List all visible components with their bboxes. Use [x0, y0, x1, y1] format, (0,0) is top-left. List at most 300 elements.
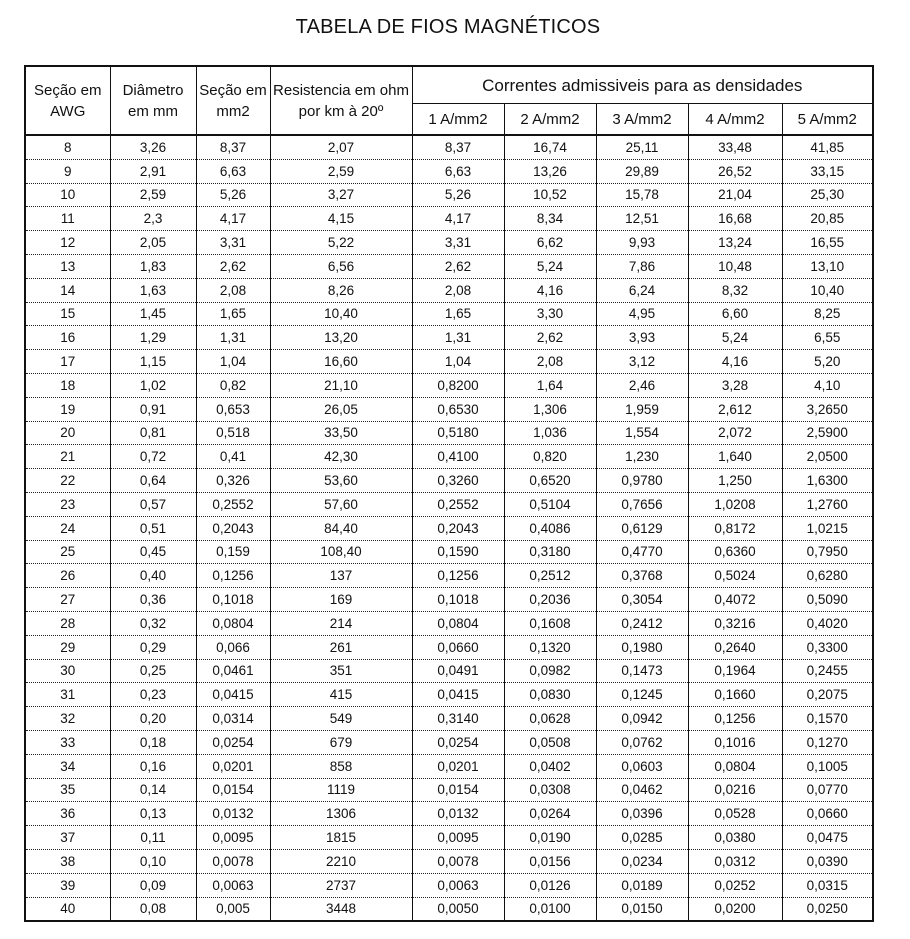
cell-current-3a: 25,11: [596, 135, 688, 159]
cell-resistance: 8,26: [270, 278, 412, 302]
cell-resistance: 84,40: [270, 516, 412, 540]
cell-current-5a: 16,55: [782, 231, 873, 255]
cell-current-2a: 1,036: [504, 421, 596, 445]
cell-diameter: 0,25: [110, 659, 196, 683]
cell-section: 0,2552: [196, 492, 270, 516]
cell-diameter: 2,3: [110, 207, 196, 231]
cell-awg: 39: [25, 873, 110, 897]
cell-awg: 37: [25, 826, 110, 850]
cell-awg: 32: [25, 707, 110, 731]
cell-awg: 33: [25, 730, 110, 754]
cell-diameter: 0,23: [110, 683, 196, 707]
header-density-3: 3 A/mm2: [596, 104, 688, 136]
cell-current-1a: 8,37: [412, 135, 504, 159]
cell-awg: 18: [25, 373, 110, 397]
cell-current-5a: 0,0660: [782, 802, 873, 826]
cell-resistance: 53,60: [270, 469, 412, 493]
cell-current-4a: 6,60: [688, 302, 782, 326]
cell-current-1a: 0,0254: [412, 730, 504, 754]
cell-awg: 36: [25, 802, 110, 826]
header-diameter: Diâmetro em mm: [110, 66, 196, 135]
cell-resistance: 169: [270, 588, 412, 612]
cell-current-3a: 0,1980: [596, 635, 688, 659]
cell-current-1a: 6,63: [412, 159, 504, 183]
cell-current-4a: 0,0216: [688, 778, 782, 802]
table-row: [25, 754, 873, 778]
cell-current-4a: 10,48: [688, 254, 782, 278]
cell-section: 0,066: [196, 635, 270, 659]
cell-resistance: 21,10: [270, 373, 412, 397]
cell-current-3a: 2,46: [596, 373, 688, 397]
cell-diameter: 0,29: [110, 635, 196, 659]
cell-current-5a: 2,5900: [782, 421, 873, 445]
table-row: [25, 135, 873, 159]
cell-current-3a: 0,0285: [596, 826, 688, 850]
cell-resistance: 42,30: [270, 445, 412, 469]
cell-section: 0,653: [196, 397, 270, 421]
cell-current-2a: 0,1320: [504, 635, 596, 659]
cell-current-5a: 0,0250: [782, 897, 873, 921]
cell-diameter: 0,18: [110, 730, 196, 754]
cell-current-2a: 0,0830: [504, 683, 596, 707]
cell-section: 0,1256: [196, 564, 270, 588]
table-row: [25, 849, 873, 873]
cell-current-1a: 0,0078: [412, 849, 504, 873]
cell-section: 2,62: [196, 254, 270, 278]
table-row: [25, 302, 873, 326]
table-row: [25, 826, 873, 850]
table-row: [25, 207, 873, 231]
cell-current-2a: 0,820: [504, 445, 596, 469]
cell-current-4a: 0,5024: [688, 564, 782, 588]
cell-current-4a: 0,0200: [688, 897, 782, 921]
cell-current-2a: 0,5104: [504, 492, 596, 516]
table-row: [25, 683, 873, 707]
cell-diameter: 0,08: [110, 897, 196, 921]
header-density-1: 1 A/mm2: [412, 104, 504, 136]
cell-resistance: 137: [270, 564, 412, 588]
cell-current-3a: 0,3054: [596, 588, 688, 612]
cell-awg: 16: [25, 326, 110, 350]
header-density-5: 5 A/mm2: [782, 104, 873, 136]
table-row: [25, 492, 873, 516]
cell-current-5a: 1,2760: [782, 492, 873, 516]
cell-current-3a: 0,0942: [596, 707, 688, 731]
cell-resistance: 5,22: [270, 231, 412, 255]
cell-awg: 40: [25, 897, 110, 921]
cell-section: 2,08: [196, 278, 270, 302]
cell-awg: 23: [25, 492, 110, 516]
cell-current-1a: 0,1590: [412, 540, 504, 564]
cell-current-5a: 0,0475: [782, 826, 873, 850]
table-row: [25, 778, 873, 802]
cell-resistance: 858: [270, 754, 412, 778]
table-row: [25, 897, 873, 921]
cell-current-5a: 0,7950: [782, 540, 873, 564]
cell-resistance: 549: [270, 707, 412, 731]
cell-current-5a: 20,85: [782, 207, 873, 231]
cell-current-4a: 1,0208: [688, 492, 782, 516]
cell-current-2a: 0,0126: [504, 873, 596, 897]
cell-diameter: 0,64: [110, 469, 196, 493]
cell-section: 0,0078: [196, 849, 270, 873]
cell-current-2a: 0,0308: [504, 778, 596, 802]
wire-table: [24, 65, 874, 922]
cell-resistance: 33,50: [270, 421, 412, 445]
cell-current-3a: 0,0762: [596, 730, 688, 754]
table-row: [25, 254, 873, 278]
cell-section: 0,005: [196, 897, 270, 921]
cell-current-1a: 0,0095: [412, 826, 504, 850]
table-row: [25, 159, 873, 183]
cell-awg: 34: [25, 754, 110, 778]
cell-current-1a: 1,04: [412, 350, 504, 374]
cell-current-4a: 21,04: [688, 183, 782, 207]
cell-section: 0,0201: [196, 754, 270, 778]
cell-current-4a: 3,28: [688, 373, 782, 397]
header-density-2: 2 A/mm2: [504, 104, 596, 136]
cell-current-3a: 3,93: [596, 326, 688, 350]
cell-section: 1,65: [196, 302, 270, 326]
cell-resistance: 6,56: [270, 254, 412, 278]
cell-current-4a: 0,0804: [688, 754, 782, 778]
cell-resistance: 16,60: [270, 350, 412, 374]
cell-awg: 8: [25, 135, 110, 159]
cell-current-3a: 1,959: [596, 397, 688, 421]
cell-current-1a: 0,8200: [412, 373, 504, 397]
cell-current-5a: 0,6280: [782, 564, 873, 588]
cell-diameter: 0,32: [110, 611, 196, 635]
cell-section: 0,159: [196, 540, 270, 564]
cell-current-2a: 8,34: [504, 207, 596, 231]
cell-current-2a: 13,26: [504, 159, 596, 183]
cell-current-2a: 5,24: [504, 254, 596, 278]
cell-current-5a: 0,3300: [782, 635, 873, 659]
cell-awg: 17: [25, 350, 110, 374]
cell-current-5a: 3,2650: [782, 397, 873, 421]
cell-current-3a: 12,51: [596, 207, 688, 231]
cell-current-2a: 0,0190: [504, 826, 596, 850]
cell-diameter: 0,14: [110, 778, 196, 802]
cell-current-4a: 0,2640: [688, 635, 782, 659]
table-row: [25, 611, 873, 635]
cell-current-5a: 8,25: [782, 302, 873, 326]
cell-diameter: 2,91: [110, 159, 196, 183]
cell-current-5a: 0,1270: [782, 730, 873, 754]
cell-resistance: 3448: [270, 897, 412, 921]
cell-current-4a: 0,0380: [688, 826, 782, 850]
cell-current-5a: 41,85: [782, 135, 873, 159]
cell-current-1a: 0,3260: [412, 469, 504, 493]
cell-current-3a: 0,0150: [596, 897, 688, 921]
cell-current-3a: 7,86: [596, 254, 688, 278]
cell-current-5a: 0,0390: [782, 849, 873, 873]
cell-awg: 31: [25, 683, 110, 707]
cell-current-3a: 0,0603: [596, 754, 688, 778]
cell-current-3a: 0,1473: [596, 659, 688, 683]
cell-current-4a: 5,24: [688, 326, 782, 350]
cell-awg: 19: [25, 397, 110, 421]
cell-current-3a: 0,0234: [596, 849, 688, 873]
cell-current-5a: 6,55: [782, 326, 873, 350]
table-row: [25, 588, 873, 612]
cell-awg: 25: [25, 540, 110, 564]
cell-current-1a: 1,65: [412, 302, 504, 326]
cell-awg: 27: [25, 588, 110, 612]
cell-current-2a: 1,306: [504, 397, 596, 421]
cell-current-2a: 2,08: [504, 350, 596, 374]
cell-awg: 12: [25, 231, 110, 255]
cell-current-2a: 0,0982: [504, 659, 596, 683]
cell-resistance: 1306: [270, 802, 412, 826]
cell-resistance: 1815: [270, 826, 412, 850]
cell-current-4a: 1,250: [688, 469, 782, 493]
cell-awg: 15: [25, 302, 110, 326]
cell-current-1a: 0,0491: [412, 659, 504, 683]
cell-resistance: 261: [270, 635, 412, 659]
cell-awg: 10: [25, 183, 110, 207]
cell-awg: 11: [25, 207, 110, 231]
cell-section: 0,82: [196, 373, 270, 397]
cell-diameter: 0,16: [110, 754, 196, 778]
cell-resistance: 2210: [270, 849, 412, 873]
cell-current-1a: 0,1018: [412, 588, 504, 612]
cell-current-4a: 0,1016: [688, 730, 782, 754]
cell-current-2a: 1,64: [504, 373, 596, 397]
cell-current-5a: 5,20: [782, 350, 873, 374]
cell-current-3a: 0,9780: [596, 469, 688, 493]
cell-resistance: 679: [270, 730, 412, 754]
cell-section: 0,326: [196, 469, 270, 493]
cell-resistance: 415: [270, 683, 412, 707]
cell-current-1a: 0,3140: [412, 707, 504, 731]
cell-diameter: 1,02: [110, 373, 196, 397]
cell-current-4a: 2,072: [688, 421, 782, 445]
cell-current-4a: 16,68: [688, 207, 782, 231]
header-section: Seção em mm2: [196, 66, 270, 135]
cell-current-3a: 0,7656: [596, 492, 688, 516]
cell-diameter: 0,51: [110, 516, 196, 540]
cell-current-4a: 1,640: [688, 445, 782, 469]
cell-current-2a: 0,0508: [504, 730, 596, 754]
cell-section: 0,41: [196, 445, 270, 469]
cell-current-3a: 6,24: [596, 278, 688, 302]
cell-current-3a: 0,3768: [596, 564, 688, 588]
cell-awg: 24: [25, 516, 110, 540]
cell-current-4a: 13,24: [688, 231, 782, 255]
cell-current-4a: 0,1964: [688, 659, 782, 683]
cell-current-2a: 0,4086: [504, 516, 596, 540]
cell-diameter: 1,63: [110, 278, 196, 302]
cell-current-2a: 2,62: [504, 326, 596, 350]
header-row-top: [25, 66, 873, 104]
cell-current-2a: 10,52: [504, 183, 596, 207]
table-row: [25, 183, 873, 207]
cell-resistance: 3,27: [270, 183, 412, 207]
cell-diameter: 0,10: [110, 849, 196, 873]
cell-current-5a: 0,5090: [782, 588, 873, 612]
cell-diameter: 0,36: [110, 588, 196, 612]
cell-current-1a: 3,31: [412, 231, 504, 255]
cell-current-3a: 4,95: [596, 302, 688, 326]
table-row: [25, 707, 873, 731]
cell-current-4a: 0,1256: [688, 707, 782, 731]
table-row: [25, 469, 873, 493]
cell-current-3a: 3,12: [596, 350, 688, 374]
table-row: [25, 802, 873, 826]
cell-diameter: 3,26: [110, 135, 196, 159]
cell-section: 0,0063: [196, 873, 270, 897]
cell-current-4a: 8,32: [688, 278, 782, 302]
cell-current-1a: 5,26: [412, 183, 504, 207]
cell-current-2a: 0,1608: [504, 611, 596, 635]
cell-resistance: 2737: [270, 873, 412, 897]
cell-current-4a: 0,3216: [688, 611, 782, 635]
table-row: [25, 659, 873, 683]
cell-resistance: 13,20: [270, 326, 412, 350]
cell-current-5a: 0,2075: [782, 683, 873, 707]
table-row: [25, 397, 873, 421]
cell-current-4a: 0,0252: [688, 873, 782, 897]
table-row: [25, 278, 873, 302]
cell-current-5a: 0,0770: [782, 778, 873, 802]
cell-current-4a: 0,4072: [688, 588, 782, 612]
cell-diameter: 0,09: [110, 873, 196, 897]
cell-current-3a: 0,6129: [596, 516, 688, 540]
cell-diameter: 1,83: [110, 254, 196, 278]
table-row: [25, 445, 873, 469]
cell-current-5a: 0,1570: [782, 707, 873, 731]
cell-section: 1,04: [196, 350, 270, 374]
cell-current-1a: 0,6530: [412, 397, 504, 421]
cell-current-3a: 29,89: [596, 159, 688, 183]
cell-current-3a: 0,2412: [596, 611, 688, 635]
cell-current-3a: 0,0462: [596, 778, 688, 802]
cell-resistance: 4,15: [270, 207, 412, 231]
cell-current-2a: 0,0264: [504, 802, 596, 826]
cell-current-2a: 0,2036: [504, 588, 596, 612]
table-body: [25, 135, 873, 921]
cell-current-1a: 4,17: [412, 207, 504, 231]
header-resistance: Resistencia em ohm por km à 20º: [270, 66, 412, 135]
cell-current-3a: 15,78: [596, 183, 688, 207]
header-density-4: 4 A/mm2: [688, 104, 782, 136]
cell-resistance: 108,40: [270, 540, 412, 564]
cell-current-1a: 0,0050: [412, 897, 504, 921]
cell-resistance: 214: [270, 611, 412, 635]
cell-awg: 22: [25, 469, 110, 493]
table-row: [25, 373, 873, 397]
table-header: [25, 66, 873, 135]
cell-diameter: 0,11: [110, 826, 196, 850]
cell-current-2a: 4,16: [504, 278, 596, 302]
cell-diameter: 0,72: [110, 445, 196, 469]
cell-section: 0,2043: [196, 516, 270, 540]
cell-current-5a: 0,4020: [782, 611, 873, 635]
cell-awg: 13: [25, 254, 110, 278]
cell-diameter: 1,29: [110, 326, 196, 350]
cell-current-5a: 1,6300: [782, 469, 873, 493]
cell-section: 6,63: [196, 159, 270, 183]
cell-section: 5,26: [196, 183, 270, 207]
cell-section: 8,37: [196, 135, 270, 159]
cell-section: 0,0461: [196, 659, 270, 683]
cell-current-3a: 0,4770: [596, 540, 688, 564]
cell-current-3a: 1,554: [596, 421, 688, 445]
cell-current-1a: 0,5180: [412, 421, 504, 445]
cell-diameter: 0,45: [110, 540, 196, 564]
cell-current-5a: 25,30: [782, 183, 873, 207]
cell-section: 1,31: [196, 326, 270, 350]
cell-current-2a: 0,0402: [504, 754, 596, 778]
cell-current-2a: 3,30: [504, 302, 596, 326]
cell-diameter: 2,05: [110, 231, 196, 255]
cell-current-2a: 0,0628: [504, 707, 596, 731]
cell-current-1a: 0,0804: [412, 611, 504, 635]
cell-current-1a: 0,1256: [412, 564, 504, 588]
cell-section: 3,31: [196, 231, 270, 255]
cell-awg: 21: [25, 445, 110, 469]
cell-awg: 28: [25, 611, 110, 635]
cell-current-5a: 13,10: [782, 254, 873, 278]
cell-section: 0,0132: [196, 802, 270, 826]
header-currents-group: Correntes admissiveis para as densidades: [412, 66, 873, 104]
cell-current-1a: 0,2043: [412, 516, 504, 540]
cell-current-1a: 2,08: [412, 278, 504, 302]
cell-current-1a: 0,0660: [412, 635, 504, 659]
cell-resistance: 57,60: [270, 492, 412, 516]
cell-current-5a: 0,1005: [782, 754, 873, 778]
cell-section: 0,0804: [196, 611, 270, 635]
cell-current-4a: 0,6360: [688, 540, 782, 564]
cell-awg: 35: [25, 778, 110, 802]
cell-current-3a: 0,1245: [596, 683, 688, 707]
table-row: [25, 516, 873, 540]
cell-current-4a: 4,16: [688, 350, 782, 374]
cell-diameter: 0,81: [110, 421, 196, 445]
cell-current-2a: 0,2512: [504, 564, 596, 588]
cell-awg: 38: [25, 849, 110, 873]
table-row: [25, 326, 873, 350]
cell-current-2a: 0,0100: [504, 897, 596, 921]
cell-current-3a: 0,0396: [596, 802, 688, 826]
cell-section: 0,0154: [196, 778, 270, 802]
cell-resistance: 2,07: [270, 135, 412, 159]
cell-current-4a: 26,52: [688, 159, 782, 183]
cell-current-1a: 0,0154: [412, 778, 504, 802]
cell-section: 0,518: [196, 421, 270, 445]
cell-diameter: 0,20: [110, 707, 196, 731]
cell-current-1a: 0,2552: [412, 492, 504, 516]
cell-current-1a: 0,4100: [412, 445, 504, 469]
cell-section: 0,1018: [196, 588, 270, 612]
cell-diameter: 2,59: [110, 183, 196, 207]
cell-diameter: 1,45: [110, 302, 196, 326]
cell-current-2a: 0,0156: [504, 849, 596, 873]
cell-diameter: 0,13: [110, 802, 196, 826]
cell-current-4a: 0,0312: [688, 849, 782, 873]
cell-section: 0,0314: [196, 707, 270, 731]
cell-awg: 9: [25, 159, 110, 183]
table-row: [25, 873, 873, 897]
cell-current-4a: 33,48: [688, 135, 782, 159]
table-row: [25, 540, 873, 564]
cell-resistance: 26,05: [270, 397, 412, 421]
cell-diameter: 0,91: [110, 397, 196, 421]
table-row: [25, 635, 873, 659]
cell-section: 0,0415: [196, 683, 270, 707]
cell-resistance: 10,40: [270, 302, 412, 326]
